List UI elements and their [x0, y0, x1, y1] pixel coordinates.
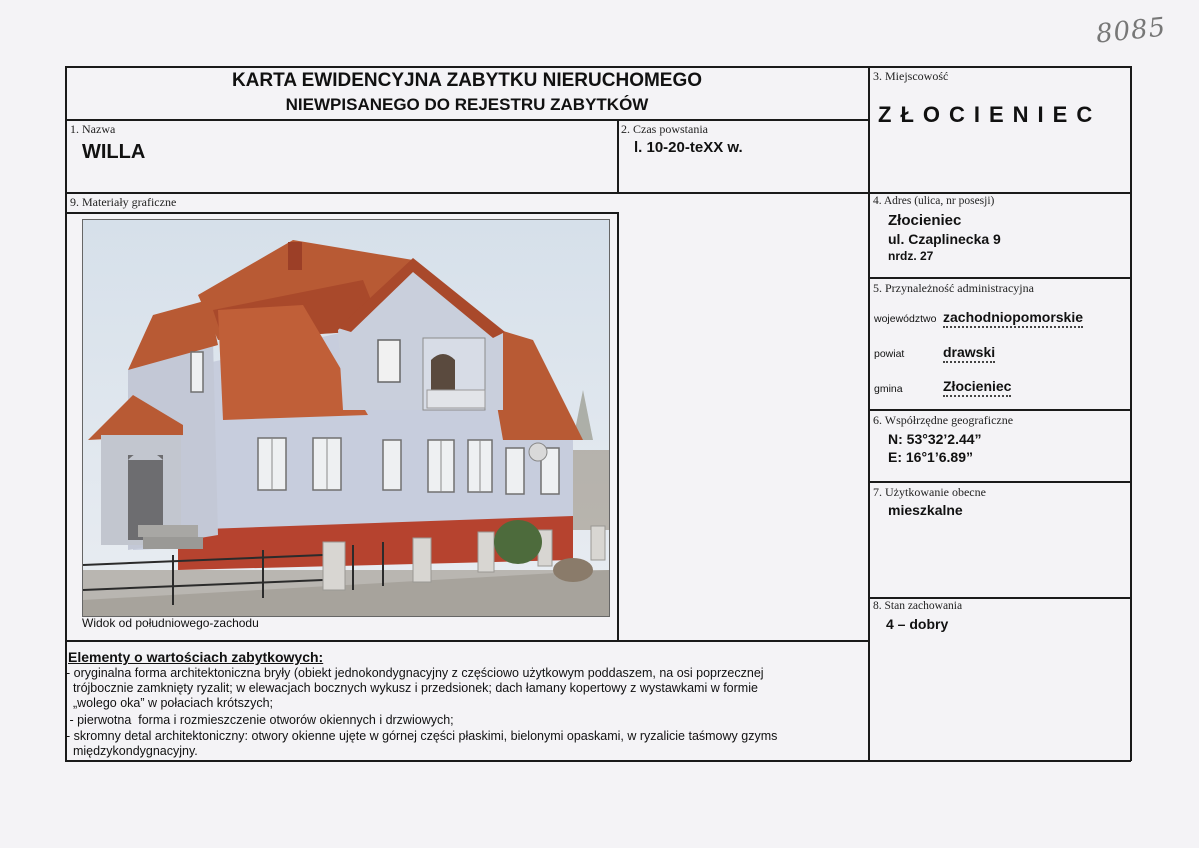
elements-line-3: „wolego oka” w połaciach krótszych; — [66, 696, 274, 710]
card-subtitle: NIEWPISANEGO DO REJESTRU ZABYTKÓW — [285, 95, 649, 114]
name-date-divider — [617, 119, 619, 193]
place-label: 3. Miejscowość — [873, 69, 949, 83]
place-value: ZŁOCIENIEC — [878, 102, 1102, 127]
photo-right-divider — [617, 212, 619, 641]
column-divider — [868, 66, 870, 761]
villa-illustration — [83, 220, 609, 616]
elements-heading: Elementy o wartościach zabytkowych: — [68, 649, 324, 665]
admin-label: 5. Przynależność administracyjna — [873, 281, 1034, 295]
name-label: 1. Nazwa — [70, 122, 116, 136]
elements-line-4: - pierwotna forma i rozmieszczenie otworów okiennych i drzwiowych; — [66, 713, 454, 727]
address-line1: Złocieniec — [888, 212, 962, 229]
address-label: 4. Adres (ulica, nr posesji) — [873, 195, 995, 207]
coords-north: N: 53°32’2.44” — [888, 431, 982, 447]
condition-label: 8. Stan zachowania — [873, 600, 963, 612]
row-divider-4 — [868, 481, 1131, 483]
elements-line-1: - oryginalna forma architektoniczna bryły (obiekt jednokondygnacyjny z częściowo użytkowym poddaszem, na osi poprzecznej — [66, 666, 764, 680]
photo-caption: Widok od południowego-zachodu — [82, 616, 259, 630]
date-value: l. 10-20-teXX w. — [634, 139, 743, 156]
voivodeship-value: zachodniopomorskie — [943, 309, 1083, 328]
outer-border-bottom — [65, 760, 1131, 762]
handwritten-number: 8085 — [1094, 12, 1168, 50]
elements-line-5: - skromny detal architektoniczny: otwory okienne ujęte w górnej części płaskimi, bielonymi opaskami, w ryzalicie taśmowy gzyms — [66, 729, 778, 743]
elements-line-2: trójbocznie zamknięty ryzalit; w elewacjach bocznych wykusz i przedsionek; dach łamany kopertowy z wystawkami w formie — [66, 681, 758, 695]
commune-value: Złocieniec — [943, 378, 1011, 397]
date-label: 2. Czas powstania — [621, 122, 708, 136]
row-divider-1 — [65, 192, 1131, 194]
outer-border-top — [65, 66, 1131, 68]
elements-line-6: międzykondygnacyjny. — [66, 744, 198, 758]
outer-border-right — [1130, 66, 1132, 761]
address-line3: nrdz. 27 — [888, 249, 934, 263]
condition-value: 4 – dobry — [886, 616, 949, 632]
photo-section-divider — [65, 640, 869, 642]
villa-photo — [82, 219, 610, 617]
county-value: drawski — [943, 344, 995, 363]
graphics-label: 9. Materiały graficzne — [70, 195, 177, 209]
county-label: powiat — [874, 348, 905, 360]
title-divider — [65, 119, 869, 121]
row-divider-2 — [868, 277, 1131, 279]
address-line2: ul. Czaplinecka 9 — [888, 231, 1001, 247]
row-divider-3 — [868, 409, 1131, 411]
commune-label: gmina — [874, 383, 903, 395]
name-value: WILLA — [82, 141, 146, 163]
card-title: KARTA EWIDENCYJNA ZABYTKU NIERUCHOMEGO — [231, 70, 703, 91]
row-divider-5 — [868, 597, 1131, 599]
coords-label: 6. Współrzędne geograficzne — [873, 413, 1014, 427]
coords-east: E: 16°1’6.89” — [888, 449, 973, 465]
outer-border-left — [65, 66, 67, 761]
photo-top-divider — [66, 212, 618, 214]
voivodeship-label: województwo — [874, 313, 937, 325]
usage-value: mieszkalne — [888, 502, 963, 518]
usage-label: 7. Użytkowanie obecne — [873, 485, 986, 499]
